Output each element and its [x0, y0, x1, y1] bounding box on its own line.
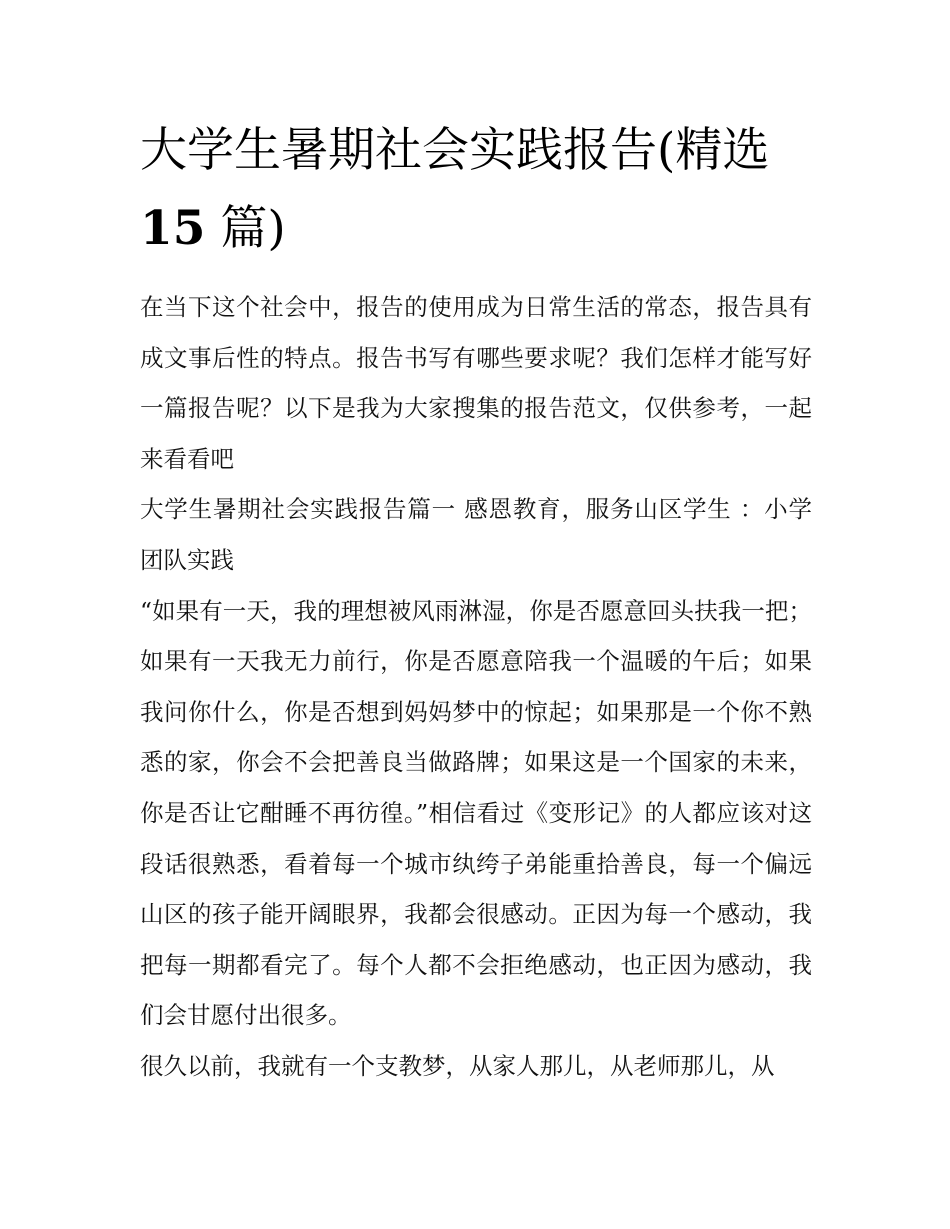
title-text-main: 大学生暑期社会实践报告(精选 — [140, 123, 770, 178]
intro-paragraph: 在当下这个社会中，报告的使用成为日常生活的常态，报告具有成文事后性的特点。报告书写有哪些要求呢？我们怎样才能写好一篇报告呢？以下是我为大家搜集的报告范文，仅供参考，一起来看看吧 — [140, 293, 812, 473]
body-paragraph: 很久以前，我就有一个支教梦，从家人那儿，从老师那儿，从 — [140, 1051, 775, 1080]
document-page — [140, 112, 812, 1092]
quote-paragraph: “如果有一天，我的理想被风雨淋湿，你是否愿意回头扶我一把；如果有一天我无力前行，你是否愿意陪我一个温暖的午后；如果我问你什么，你是否想到妈妈梦中的惊起；如果那是一个你不熟悉的家，你会不会把善良当做路牌；如果这是一个国家的未来，你是否让它酣睡不再彷徨。”相信看过《变形记》的人都应该对这段话很熟悉，看着每一个城市纨绔子弟能重拾善良，每一个偏远山区的孩子能开阔眼界，我都会很感动。正因为每一个感动，我把每一期都看完了。每个人都不会拒绝感动，也正因为感动，我们会甘愿付出很多。 — [140, 596, 812, 1030]
document-title — [140, 112, 812, 268]
title-number: 15 — [140, 201, 206, 256]
title-text-end: 篇) — [220, 201, 286, 256]
section-heading-paragraph: 大学生暑期社会实践报告篇一 感恩教育，服务山区学生 ：小学 团队实践 — [140, 495, 812, 574]
